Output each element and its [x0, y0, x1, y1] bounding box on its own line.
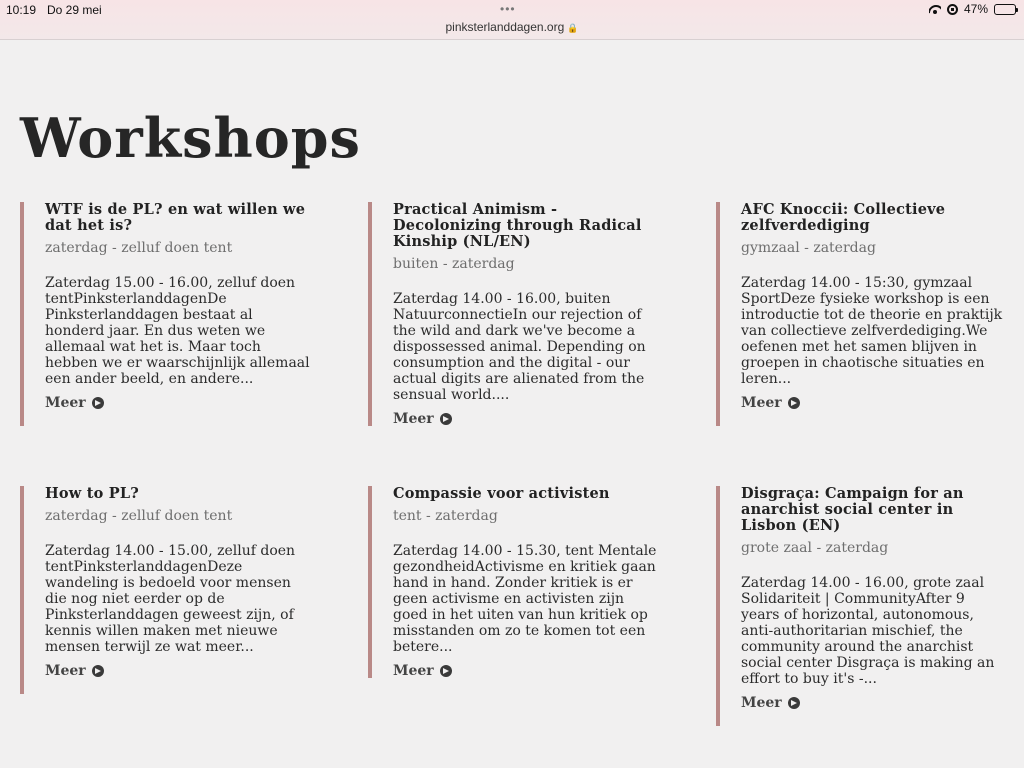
workshop-title[interactable]: Practical Animism - Decolonizing through Radical Kinship (NL/EN): [393, 201, 642, 250]
workshop-meta: grote zaal - zaterdag: [741, 540, 889, 556]
more-label: Meer: [393, 411, 434, 427]
arrow-right-circle-icon: [440, 413, 452, 425]
workshop-title[interactable]: Disgraça: Campaign for an anarchist social center in Lisbon (EN): [741, 485, 964, 534]
address-bar[interactable]: [0, 20, 1024, 34]
workshop-card: [716, 486, 1006, 726]
battery-icon: [994, 4, 1016, 15]
arrow-right-circle-icon: [92, 397, 104, 409]
status-time: 10:19: [6, 3, 37, 17]
workshop-card: [20, 486, 310, 694]
workshop-meta: tent - zaterdag: [393, 508, 498, 524]
workshop-excerpt: Zaterdag 15.00 - 16.00, zelluf doen tentPinksterlanddagenDe Pinksterlanddagen bestaat al honderd jaar. En dus weten we allemaal wat het is. Maar toch hebben we er waarschijnlijk allemaal een ander beeld, en andere...: [45, 275, 310, 387]
workshop-title[interactable]: Compassie voor activisten: [393, 485, 610, 502]
workshop-meta: buiten - zaterdag: [393, 256, 515, 272]
battery-percent: 47%: [963, 2, 988, 16]
workshop-meta: zaterdag - zelluf doen tent: [45, 240, 233, 256]
arrow-right-circle-icon: [440, 665, 452, 677]
workshop-excerpt: Zaterdag 14.00 - 16.00, grote zaal Solidariteit | CommunityAfter 9 years of horizontal, autonomous, anti-authoritarian mischief, the community around the anarchist social center Disgraça is making an effort to buy it's -...: [741, 575, 995, 687]
arrow-right-circle-icon: [788, 697, 800, 709]
more-label: Meer: [393, 663, 434, 679]
arrow-right-circle-icon: [92, 665, 104, 677]
browser-status-bar: [0, 0, 1024, 40]
workshop-meta: zaterdag - zelluf doen tent: [45, 508, 233, 524]
workshop-card: [368, 486, 658, 678]
more-link[interactable]: [393, 410, 452, 428]
workshop-excerpt: Zaterdag 14.00 - 16.00, buiten NatuurconnectieIn our rejection of the wild and dark we've become a dispossessed animal. Depending on consumption and the digital - our actual digits are alienated from the sensual world....: [393, 291, 646, 403]
multitask-dots-icon[interactable]: •••: [500, 2, 516, 16]
workshop-title[interactable]: How to PL?: [45, 485, 139, 502]
workshop-excerpt: Zaterdag 14.00 - 15.00, zelluf doen tentPinksterlanddagenDeze wandeling is bedoeld voor mensen die nog niet eerder op de Pinksterlanddagen geweest zijn, of kennis willen maken met nieuwe mensen terwijl ze wat meer...: [45, 543, 296, 655]
status-date: Do 29 mei: [47, 3, 102, 17]
more-label: Meer: [741, 695, 782, 711]
more-link[interactable]: [45, 394, 104, 412]
status-indicators: [929, 2, 1016, 16]
arrow-right-circle-icon: [788, 397, 800, 409]
workshop-card: [20, 202, 310, 426]
workshop-card: [368, 202, 658, 426]
workshop-excerpt: Zaterdag 14.00 - 15:30, gymzaal SportDeze fysieke workshop is een introductie tot de theorie en praktijk van collectieve zelfverdediging.We oefenen met het samen blijven in groepen in chaotische situaties en leren...: [741, 275, 1003, 387]
workshop-meta: gymzaal - zaterdag: [741, 240, 876, 256]
more-label: Meer: [45, 663, 86, 679]
more-label: Meer: [45, 395, 86, 411]
workshop-card: [716, 202, 1006, 426]
more-link[interactable]: [741, 694, 800, 712]
workshop-title[interactable]: AFC Knoccii: Collectieve zelfverdediging: [741, 201, 946, 234]
wifi-icon: [929, 5, 941, 14]
more-link[interactable]: [45, 662, 104, 680]
page-title: Workshops: [20, 106, 361, 170]
more-label: Meer: [741, 395, 782, 411]
workshop-excerpt: Zaterdag 14.00 - 15.30, tent Mentale gezondheidActivisme en kritiek gaan hand in hand. Zonder kritiek is er geen activisme en activisten zijn goed in het uiten van hun kritiek op misstanden om zo te komen tot een betere...: [393, 543, 657, 655]
lock-icon: 🔒: [567, 23, 579, 33]
url-text: pinksterlanddagen.org: [445, 20, 565, 34]
more-link[interactable]: [393, 662, 452, 680]
workshop-title[interactable]: WTF is de PL? en wat willen we dat het is?: [45, 201, 306, 234]
more-link[interactable]: [741, 394, 800, 412]
rotation-lock-icon: [947, 4, 958, 15]
